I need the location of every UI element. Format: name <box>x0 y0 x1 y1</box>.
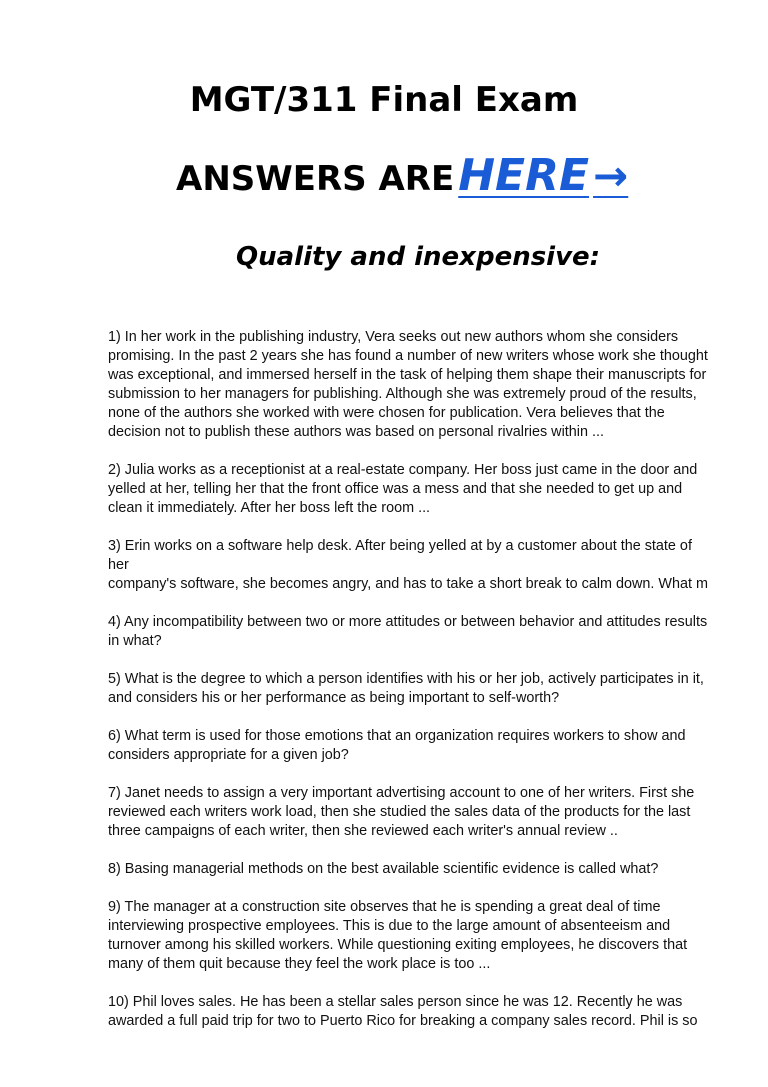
question-item: 1) In her work in the publishing industry, Vera seeks out new authors whom she considers promising. In the past 2 years she has found a number of new writers whose work she thought was exceptional, and immersed herself in the task of helping them shape their manuscripts for submission to her managers for publishing. Although she was extremely proud of the results, none of the authors she worked with were chosen for publication. Vera believes that the decision not to publish these authors was based on personal rivalries within ... <box>108 329 708 440</box>
question-item: 6) What term is used for those emotions that an organization requires workers to show and considers appropriate for a given job? <box>108 728 686 763</box>
answers-here-link[interactable]: HERE <box>458 150 590 201</box>
question-item: 9) The manager at a construction site observes that he is spending a great deal of time interviewing prospective employees. This is due to the large amount of absenteeism and turnover among his skilled workers. While questioning exiting employees, he discovers that many of them quit because they feel the work place is too ... <box>108 899 688 972</box>
question-item: 8) Basing managerial methods on the best available scientific evidence is called what? <box>108 861 659 877</box>
question-item: 2) Julia works as a receptionist at a real-estate company. Her boss just came in the door and yelled at her, telling her that the front office was a mess and that she needed to get up and clean it immediately. After her boss left the room ... <box>108 462 698 516</box>
page-title: MGT/311 Final Exam <box>189 80 579 120</box>
question-item: 4) Any incompatibility between two or more attitudes or between behavior and attitudes results in what? <box>108 614 708 649</box>
answers-banner <box>176 150 628 201</box>
question-item: 3) Erin works on a software help desk. After being yelled at by a customer about the state of her company's software, she becomes angry, and has to take a short break to calm down. What m <box>108 538 708 592</box>
question-item: 7) Janet needs to assign a very important advertising account to one of her writers. First she reviewed each writers work load, then she studied the sales data of the products for the last three campaigns of each writer, then she reviewed each writer's annual review .. <box>108 785 695 839</box>
question-item: 10) Phil loves sales. He has been a stellar sales person since he was 12. Recently he was awarded a full paid trip for two to Puerto Rico for breaking a company sales record. Phil is so <box>108 994 698 1029</box>
page-subtitle: Quality and inexpensive: <box>236 242 601 272</box>
question-item: 5) What is the degree to which a person identifies with his or her job, actively participates in it, and considers his or her performance as being important to self-worth? <box>108 671 704 706</box>
arrow-right-icon[interactable]: → <box>593 151 629 200</box>
answers-lead-text: ANSWERS ARE <box>176 159 455 199</box>
question-list <box>108 328 708 1050</box>
